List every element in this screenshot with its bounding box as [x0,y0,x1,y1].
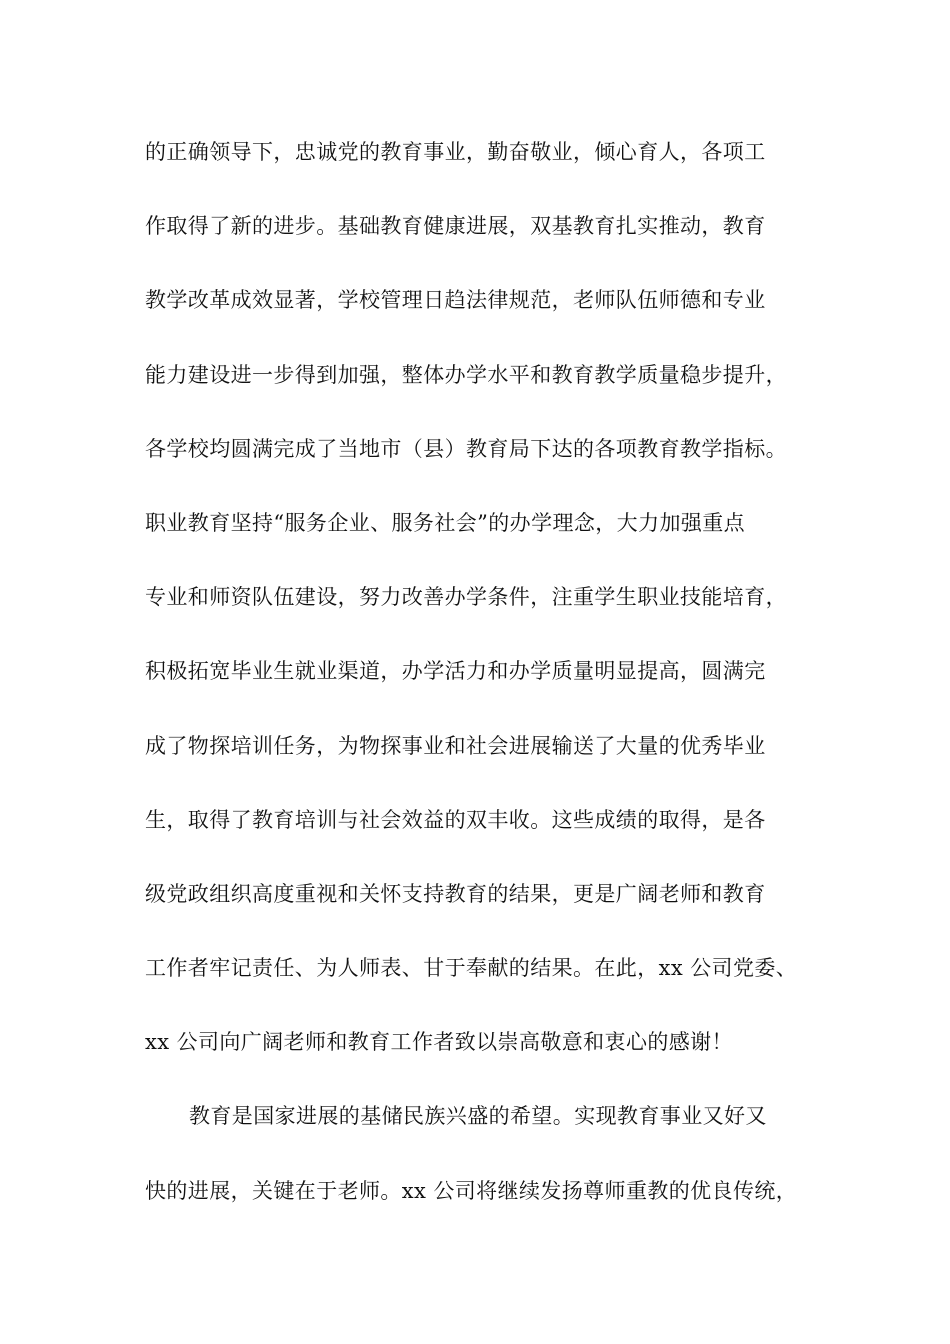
text-line: 级党政组织高度重视和关怀支持教育的结果，更是广阔老师和教育 [145,881,766,906]
text-line: 工作者牢记责任、为人师表、甘于奉献的结果。在此，xx 公司党委、 [145,956,798,981]
text-line: 快的进展，关键在于老师。xx 公司将继续发扬尊师重教的优良传统， [145,1178,798,1203]
text-line: 作取得了新的进步。基础教育健康进展，双基教育扎实推动，教育 [145,214,766,239]
text-line: xx 公司向广阔老师和教育工作者致以崇高敬意和衷心的感谢！ [145,1030,733,1055]
paragraph-start-line: 教育是国家进展的基储民族兴盛的希望。实现教育事业又好又 [189,1104,767,1129]
text-line: 能力建设进一步得到加强，整体办学水平和教育教学质量稳步提升， [145,362,787,387]
text-line: 积极拓宽毕业生就业渠道，办学活力和办学质量明显提高，圆满完 [145,659,766,684]
text-line: 专业和师资队伍建设，努力改善办学条件，注重学生职业技能培育， [145,585,787,610]
text-line: 教学改革成效显著，学校管理日趋法律规范，老师队伍师德和专业 [145,288,766,313]
text-line: 各学校均圆满完成了当地市（县）教育局下达的各项教育教学指标。 [145,436,787,461]
text-line: 职业教育坚持“服务企业、服务社会”的办学理念，大力加强重点 [145,510,746,535]
text-line: 生，取得了教育培训与社会效益的双丰收。这些成绩的取得，是各 [145,807,766,832]
text-line: 的正确领导下，忠诚党的教育事业，勤奋敬业，倾心育人，各项工 [145,140,766,164]
body-text [145,128,835,1241]
text-line: 成了物探培训任务，为物探事业和社会进展输送了大量的优秀毕业 [145,733,766,758]
